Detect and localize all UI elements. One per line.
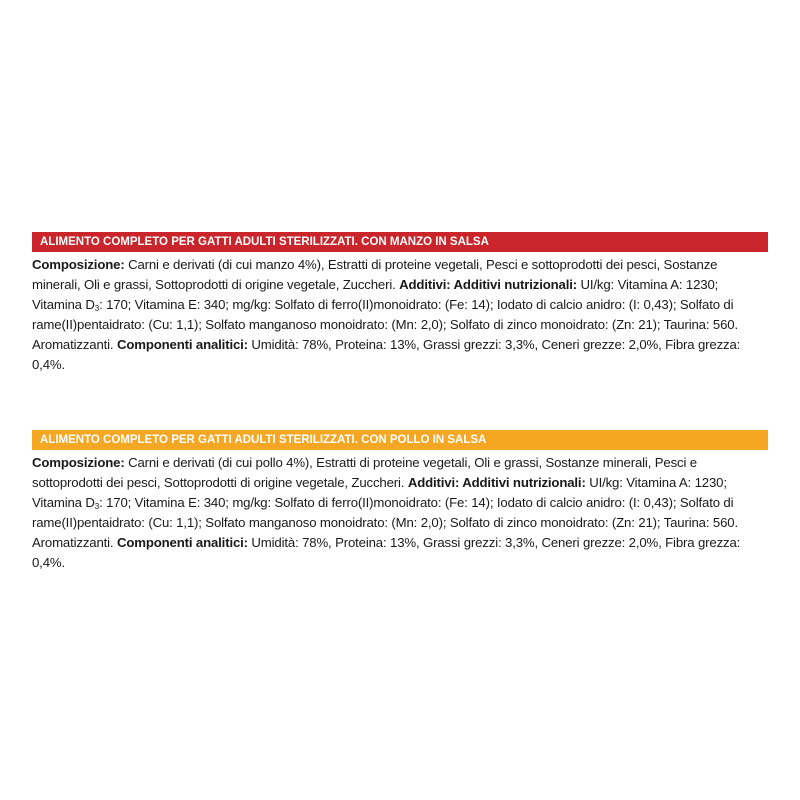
beef-composition-label: Composizione: <box>32 257 125 272</box>
beef-additives-part-a: UI/kg: Vitamina A: 1230; Vitamina D <box>32 277 719 312</box>
beef-analytical-label: Componenti analitici: <box>116 337 248 352</box>
chicken-analytical-label: Componenti analitici: <box>116 535 248 550</box>
chicken-composition-label: Composizione: <box>32 455 125 470</box>
chicken-analytical: Umidità: 78%, Proteina: 13%, Grassi grezzi: 3,3%, Ceneri grezze: 2,0%, Fibra grezza: 0,4%. <box>32 535 741 570</box>
chicken-header-text: ALIMENTO COMPLETO PER GATTI ADULTI STERILIZZATI. CON POLLO IN SALSA <box>40 434 487 446</box>
section-beef <box>32 232 768 375</box>
beef-vitamin-d-subscript: 3 <box>94 304 100 313</box>
beef-header-band <box>32 232 768 252</box>
chicken-ingredients-text <box>32 453 768 573</box>
chicken-additives-part-b: : 170; Vitamina E: 340; mg/kg: Solfato di ferro(II)monoidrato: (Fe: 14); Iodato di calcio anidro: (I: 0,43); Solfato di rame(II)pentaidrato: (Cu: 1,1); Solfato manganoso monoidrato: (Mn: 2,0); Solfato di zinco monoidrato: (Zn: 21); Taurina: 560. Aromatizzanti. <box>32 495 738 550</box>
chicken-additives-part-a: UI/kg: Vitamina A: 1230; Vitamina D <box>32 475 727 510</box>
beef-additives-part-b: : 170; Vitamina E: 340; mg/kg: Solfato di ferro(II)monoidrato: (Fe: 14); Iodato di calcio anidro: (I: 0,43); Solfato di rame(II)pentaidrato: (Cu: 1,1); Solfato manganoso monoidrato: (Mn: 2,0); Solfato di zinco monoidrato: (Zn: 21); Taurina: 560. Aromatizzanti. <box>32 297 738 352</box>
beef-ingredients-text <box>32 255 768 375</box>
beef-analytical: Umidità: 78%, Proteina: 13%, Grassi grezzi: 3,3%, Ceneri grezze: 2,0%, Fibra grezza: 0,4%. <box>32 337 741 372</box>
section-chicken <box>32 430 768 573</box>
beef-additives-label: Additivi: Additivi nutrizionali: <box>399 277 577 292</box>
chicken-vitamin-d-subscript: 3 <box>94 502 100 511</box>
beef-header-text: ALIMENTO COMPLETO PER GATTI ADULTI STERILIZZATI. CON MANZO IN SALSA <box>40 236 489 248</box>
beef-composition: Carni e derivati (di cui manzo 4%), Estratti di proteine vegetali, Pesci e sottoprodotti dei pesci, Sostanze minerali, Oli e grassi, Sottoprodotti di origine vegetale, Zuccheri. <box>32 257 718 292</box>
chicken-composition: Carni e derivati (di cui pollo 4%), Estratti di proteine vegetali, Oli e grassi, Sostanze minerali, Pesci e sottoprodotti dei pesci, Sottoprodotti di origine vegetale, Zuccheri. <box>32 455 697 490</box>
chicken-header-band <box>32 430 768 450</box>
chicken-additives-label: Additivi: Additivi nutrizionali: <box>407 475 586 490</box>
